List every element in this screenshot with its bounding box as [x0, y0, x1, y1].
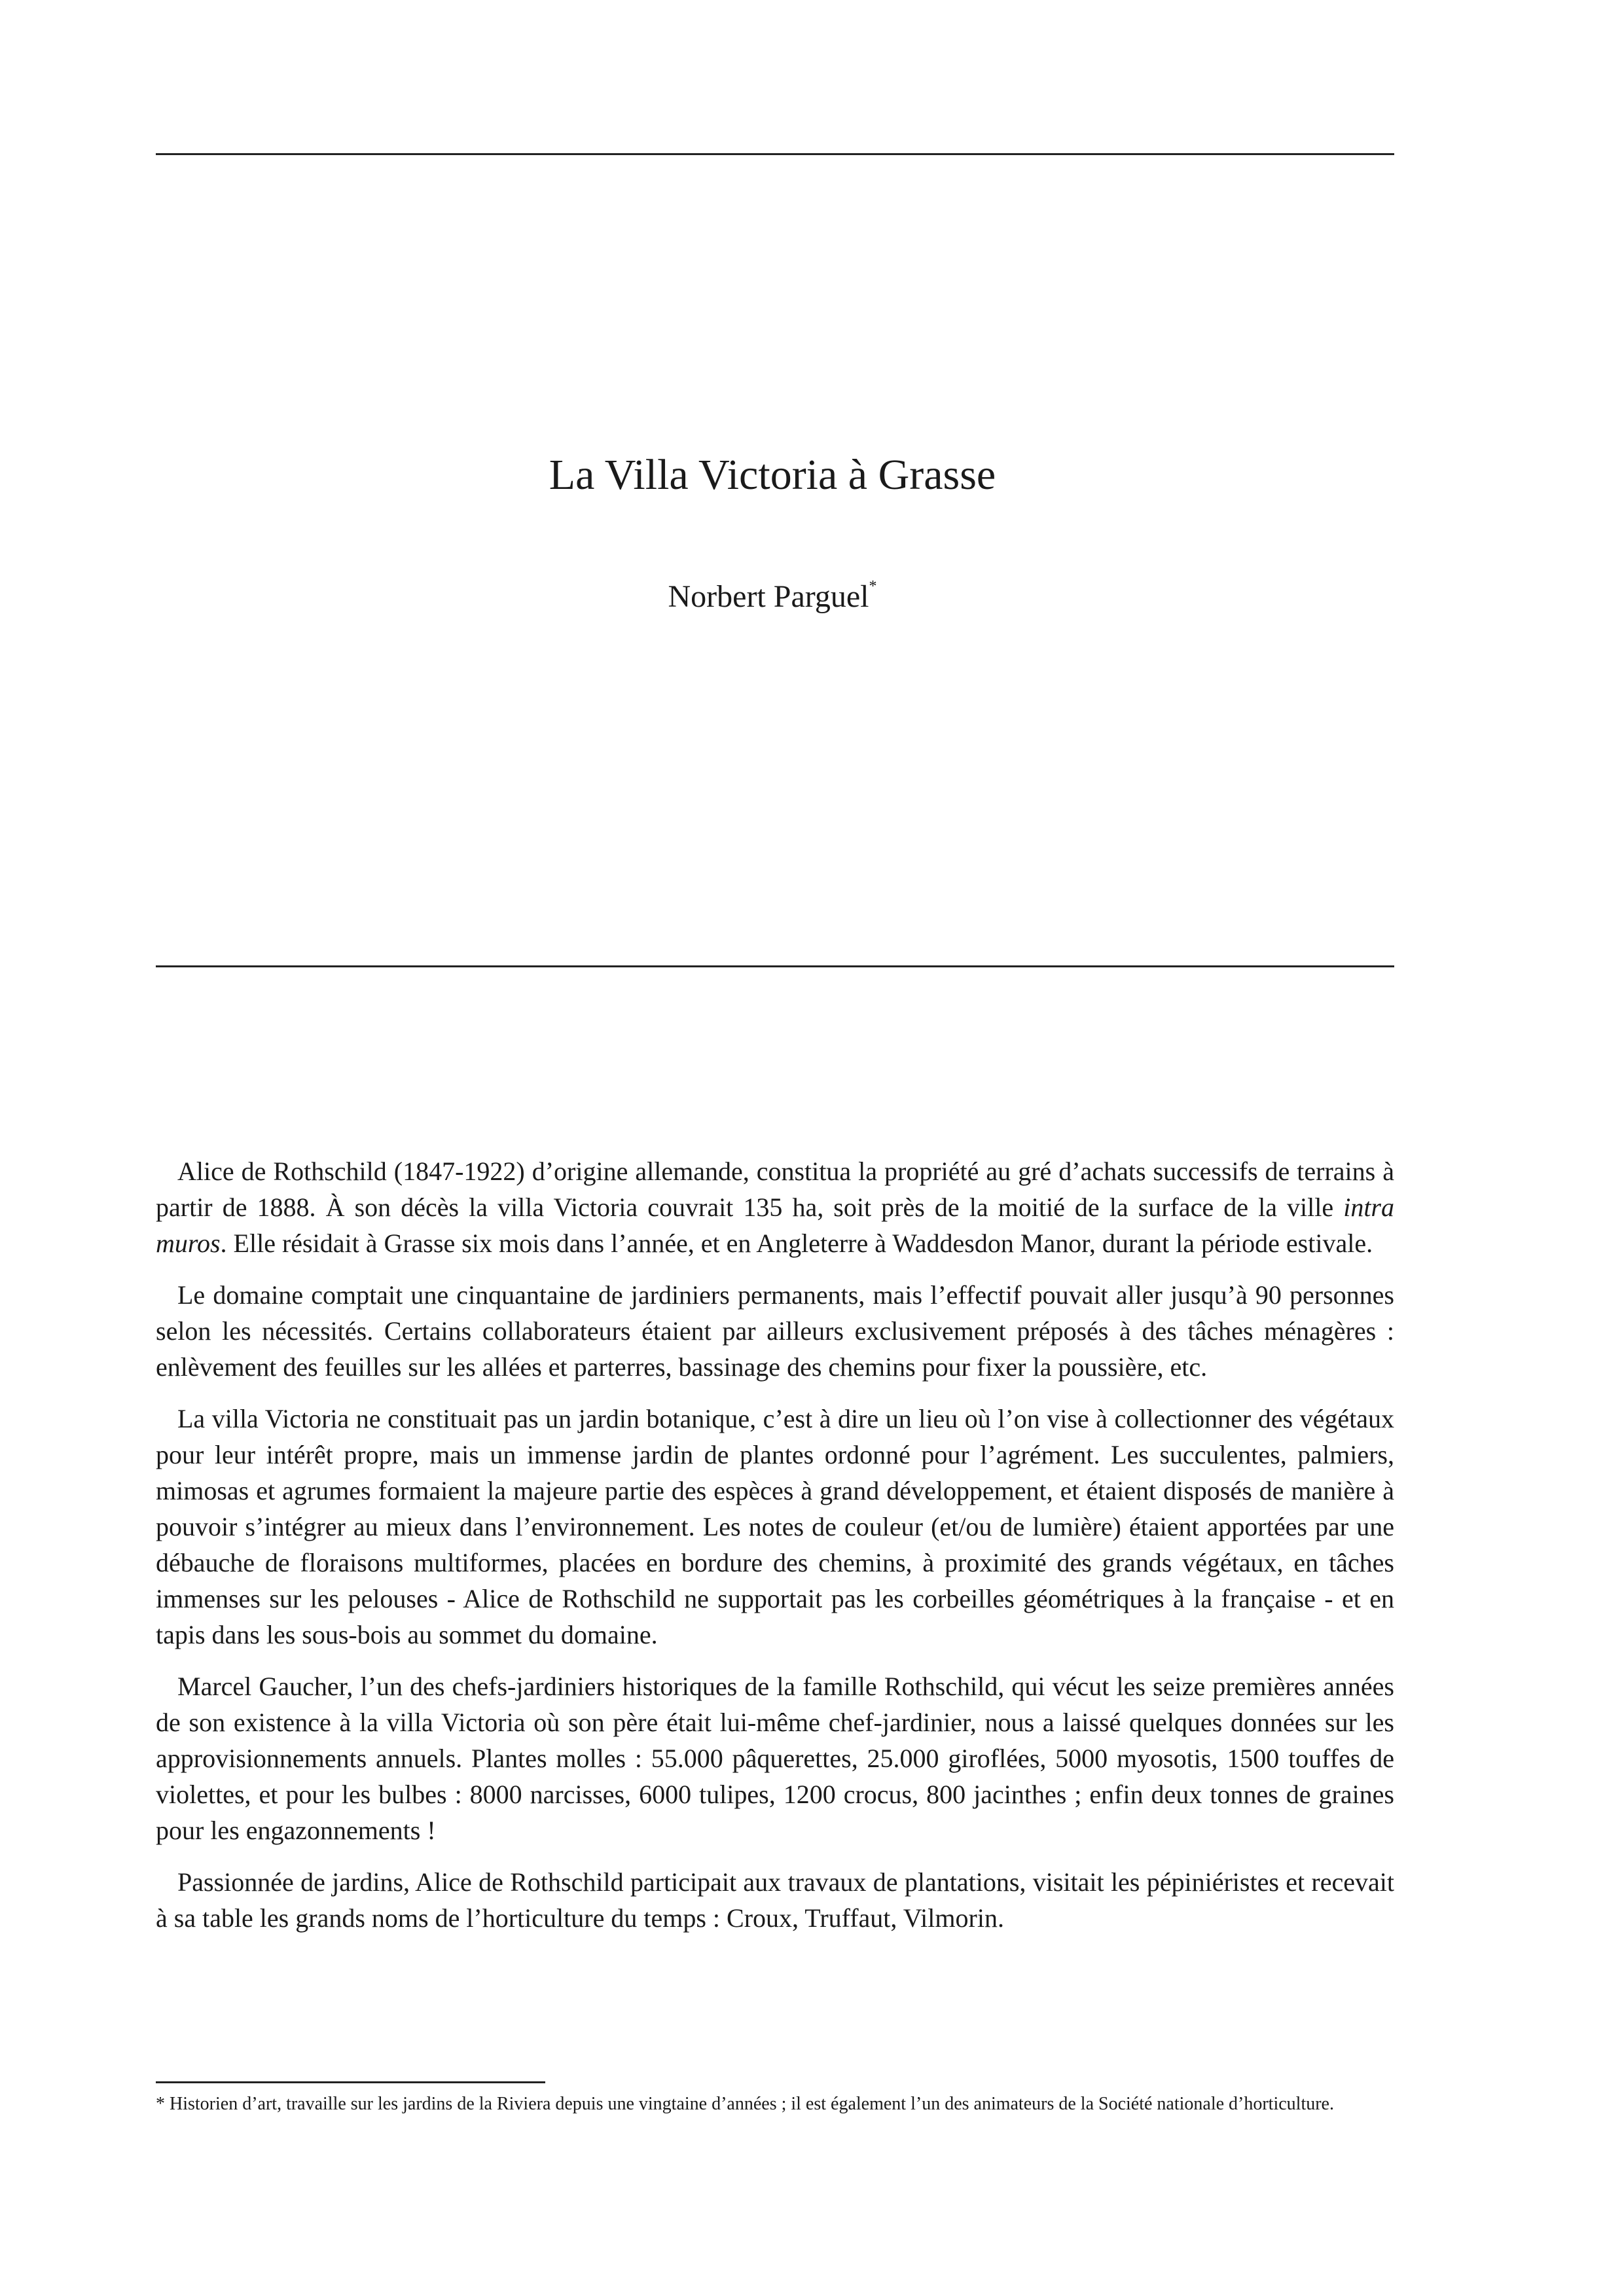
footnote-rule	[156, 2081, 545, 2083]
text-run: Marcel Gaucher, l’un des chefs-jardiniers historiques de la famille Rothschild, qui vécut les seize premières années de son existence à la villa Victoria où son père était lui-même chef-jardinier, nous a laissé quelques données sur les approvisionnements annuels. Plantes molles : 55.000 pâquerettes, 25.000 giroflées, 5000 myosotis, 1500 touffes de violettes, et pour les bulbes : 8000 narcisses, 6000 tulipes, 1200 crocus, 800 jacinthes ; enfin deux tonnes de graines pour les engazonnements !	[156, 1672, 1394, 1845]
footnote: * Historien d’art, travaille sur les jardins de la Riviera depuis une vingtaine d’années ; il est également l’un des animateurs de la Société nationale d’horticulture.	[156, 2094, 1334, 2114]
text-run: Passionnée de jardins, Alice de Rothschild participait aux travaux de plantations, visitait les pépiniéristes et recevait à sa table les grands noms de l’horticulture du temps : Croux, Truffaut, Vilmorin.	[156, 1867, 1394, 1933]
header-separator-rule	[156, 965, 1394, 967]
text-run: . Elle résidait à Grasse six mois dans l’année, et en Angleterre à Waddesdon Manor, durant la période estivale.	[220, 1229, 1373, 1258]
text-run: Le domaine comptait une cinquantaine de jardiniers permanents, mais l’effectif pouvait aller jusqu’à 90 personnes selon les nécessités. Certains collaborateurs étaient par ailleurs exclusivement préposés à des tâches ménagères : enlèvement des feuilles sur les allées et parterres, bassinage des chemins pour fixer la poussière, etc.	[156, 1280, 1394, 1382]
text-run: La villa Victoria ne constituait pas un jardin botanique, c’est à dire un lieu où l’on vise à collectionner des végétaux pour leur intérêt propre, mais un immense jardin de plantes ordonné pour l’agrément. Les succulentes, palmiers, mimosas et agrumes formaient la majeure partie des espèces à grand développement, et étaient disposés de manière à pouvoir s’intégrer au mieux dans l’environnement. Les notes de couleur (et/ou de lumière) étaient apportées par une débauche de floraisons multiformes, placées en bordure des chemins, à proximité des grands végétaux, en tâches immenses sur les pelouses - Alice de Rothschild ne supportait pas les corbeilles géométriques à la française - et en tapis dans les sous-bois au sommet du domaine.	[156, 1404, 1394, 1649]
paragraph	[156, 1401, 1394, 1653]
paragraph	[156, 1277, 1394, 1385]
author-footnote-mark: *	[869, 578, 877, 595]
top-rule	[156, 153, 1394, 155]
article-body	[156, 1153, 1394, 1936]
author-name: Norbert Parguel	[668, 579, 869, 614]
paragraph	[156, 1668, 1394, 1848]
paragraph	[156, 1153, 1394, 1261]
text-run: Alice de Rothschild (1847-1922) d’origine allemande, constitua la propriété au gré d’achats successifs de terrains à partir de 1888. À son décès la villa Victoria couvrait 135 ha, soit près de la moitié de la surface de la ville	[156, 1157, 1394, 1222]
article-title: La Villa Victoria à Grasse	[549, 451, 996, 499]
paragraph	[156, 1864, 1394, 1936]
article-author	[0, 577, 1545, 617]
italic-phrase: intra muros	[156, 1193, 1394, 1258]
